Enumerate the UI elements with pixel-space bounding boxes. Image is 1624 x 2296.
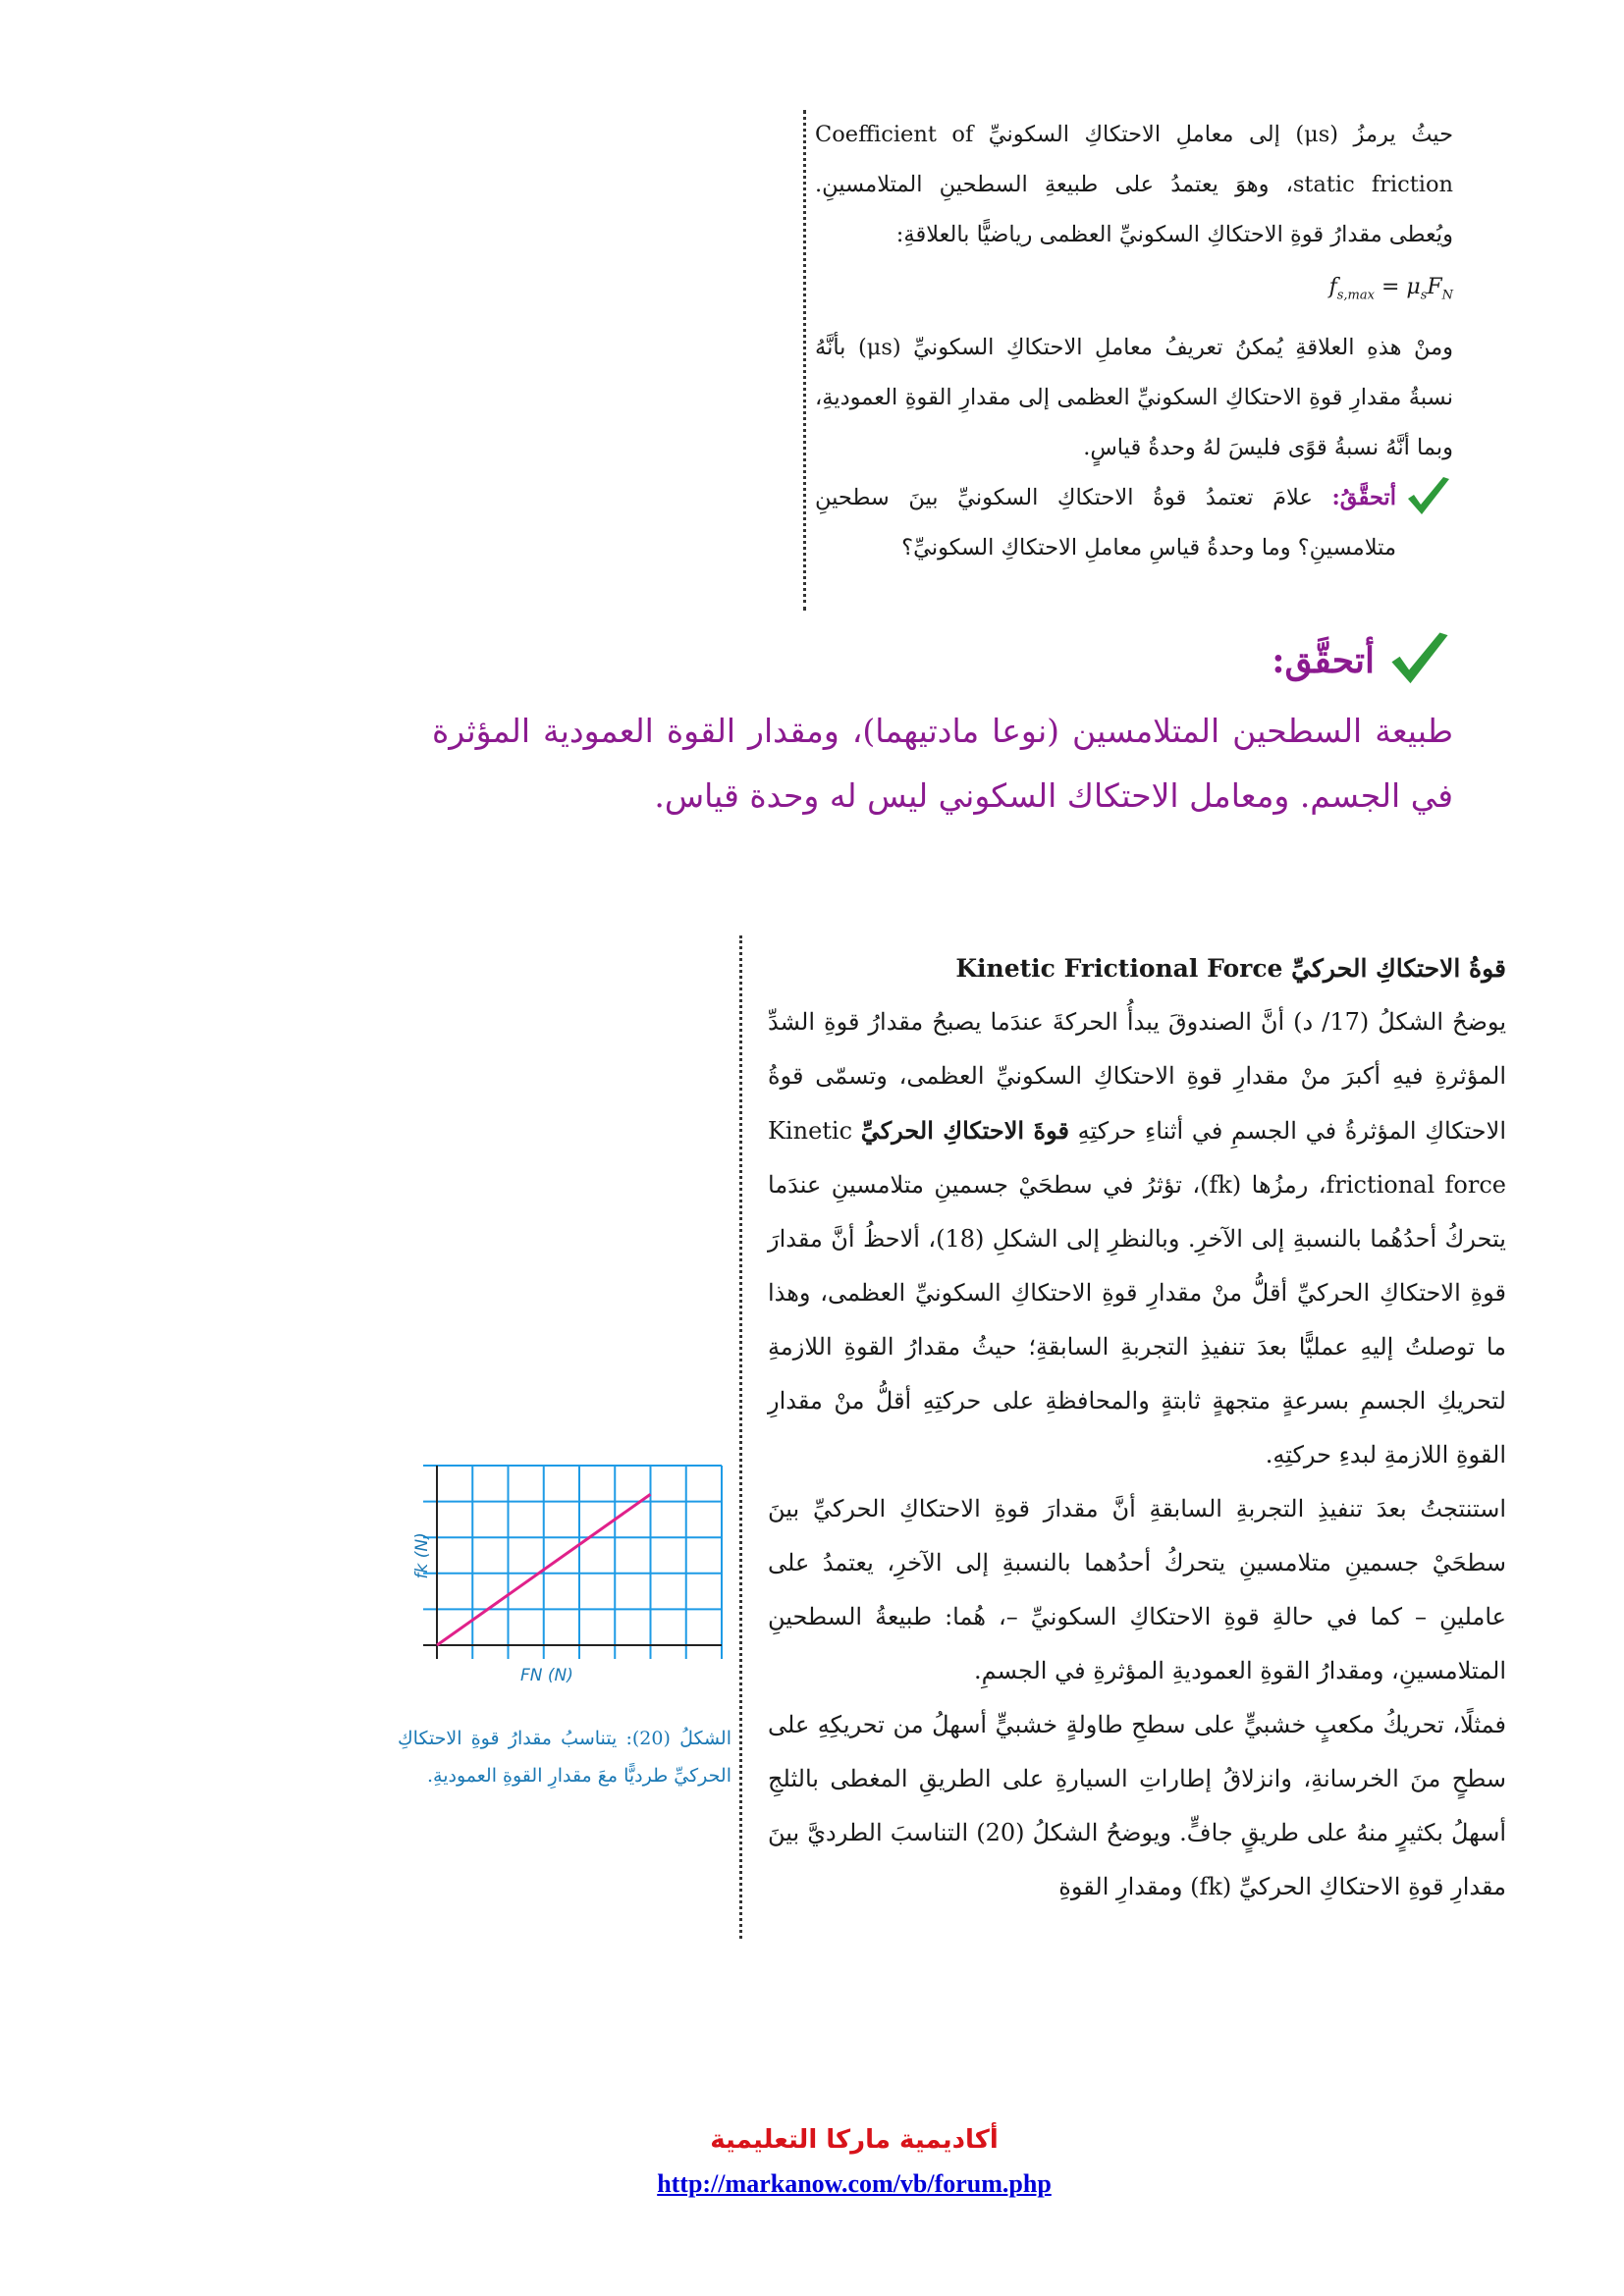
paragraph-kinetic-3: فمثلًا، تحريكُ مكعبٍ خشبيٍّ على سطحِ طاولةٍ خشبيٍّ أسهلُ من تحريكِهِ على سطحٍ منَ الخرسانةِ، وانزلاقُ إطاراتِ السيارةِ على الطريقِ المغطى بالثلجِ أسهلُ بكثيرٍ منهُ على طريقٍ جافٍّ. ويوضحُ الشكلُ (20) التناسبَ الطرديَّ بينَ مقدارِ قوةِ الاحتكاكِ الحركيِّ (fk) ومقدارِ القوةِ [768,1711,1507,1900]
check-label: أتحقَّقُ: [1331,485,1396,511]
check-question [815,473,1453,573]
kinetic-term: قوةَ الاحتكاكِ الحركيِّ [860,1116,1069,1145]
footer-academy-name: أكاديمية ماركا التعليمية [710,2125,999,2155]
footer-link[interactable]: http://markanow.com/vb/forum.php [657,2169,1052,2198]
x-axis-label: FN (N) [520,1666,573,1685]
answer-block [432,628,1453,828]
answer-title: أتحقَّق: [1272,640,1375,681]
check-question-text: علامَ تعتمدُ قوةُ الاحتكاكِ السكونيِّ بينَ سطحينِ متلامسينِ؟ وما وحدةُ قياسِ معاملِ الاحتكاكِ السكونيِّ؟ [815,485,1396,561]
answer-text: طبيعة السطحين المتلامسين (نوعا مادتيهما)، ومقدار القوة العمودية المؤثرة في الجسم. ومعامل الاحتكاك السكوني ليس له وحدة قياس. [432,712,1453,815]
kinetic-friction-section [768,942,1506,1914]
figure-20-graph [407,1456,727,1691]
section-title: قوةُ الاحتكاكِ الحركيِّ Kinetic Frictional Force [955,954,1506,983]
y-axis-label: fk (N) [412,1532,432,1579]
equation-fs-max: $f_{s,max} = \mu_sF_N$ [1328,275,1453,303]
graph-grid [423,1466,722,1659]
column-divider-kinetic [739,935,742,1939]
check-icon [1404,475,1453,520]
paragraph-kinetic-2: استنتجتُ بعدَ تنفيذِ التجربةِ السابقةِ أنَّ مقدارَ قوةِ الاحتكاكِ الحركيِّ بينَ سطحَيْ جسمينِ متلامسينِ يتحركُ أحدُهما بالنسبةِ إلى الآخرِ، يعتمدُ على عاملينِ – كما في حالةِ قوةِ الاحتكاكِ السكونيِّ –، هُما: طبيعةُ السطحينِ المتلامسينِ، ومقدارُ القوةِ العموديةِ المؤثرةِ في الجسمِ. [768,1495,1506,1684]
static-friction-section [815,110,1453,573]
paragraph-static-definition: ومنْ هذهِ العلاقةِ يُمكنُ تعريفُ معاملِ الاحتكاكِ السكونيِّ (μs) بأنَّهُ نسبةُ مقدارِ قوةِ الاحتكاكِ السكونيِّ العظمى إلى مقدارِ القوةِ العموديةِ، وبما أنَّهُ نسبةُ قوًى فليسَ لهُ وحدةُ قياسٍ. [815,335,1454,461]
paragraph-static-coefficient: حيثُ يرمزُ (μs) إلى معاملِ الاحتكاكِ السكونيِّ Coefficient of static friction، وهوَ يعتمدُ على طبيعةِ السطحينِ المتلامسينِ. ويُعطى مقدارُ قوةِ الاحتكاكِ السكونيِّ العظمى رياضيًّا بالعلاقةِ: [815,122,1454,247]
paragraph-kinetic-1: يوضحُ الشكلُ (17/ د) أنَّ الصندوقَ يبدأُ الحركةَ عندَما يصبحُ مقدارُ قوةِ الشدِّ المؤثرةِ فيهِ أكبرَ منْ مقدارِ قوةِ الاحتكاكِ السكونيِّ العظمى، وتسمّى قوةُ الاحتكاكِ المؤثرةُ في الجسمِ في أثناءِ حركتِهِ قوةَ الاحتكاكِ الحركيِّ Kinetic frictional force، رمزُها (fk)، تؤثرُ في سطحَيْ جسمينِ متلامسينِ عندَما يتحركُ أحدُهُما بالنسبةِ إلى الآخرِ. وبالنظرِ إلى الشكلِ (18)، ألاحظُ أنَّ مقدارَ قوةِ الاحتكاكِ الحركيِّ أقلُّ منْ مقدارِ قوةِ الاحتكاكِ السكونيِّ العظمى، وهذا ما توصلتُ إليهِ عمليًّا بعدَ تنفيذِ التجربةِ السابقةِ؛ حيثُ مقدارُ القوةِ اللازمةِ لتحريكِ الجسمِ بسرعةٍ متجهةٍ ثابتةٍ والمحافظةِ على حركتِهِ أقلُّ منْ مقدارِ القوةِ اللازمةِ لبدءِ حركتِهِ. [768,1008,1507,1468]
figure-caption: الشكلُ (20): يتناسبُ مقدارُ قوةِ الاحتكاكِ الحركيِّ طرديًّا معَ مقدارِ القوةِ العموديةِ. [398,1728,731,1787]
check-icon [1386,628,1453,693]
column-divider-top [803,110,806,611]
